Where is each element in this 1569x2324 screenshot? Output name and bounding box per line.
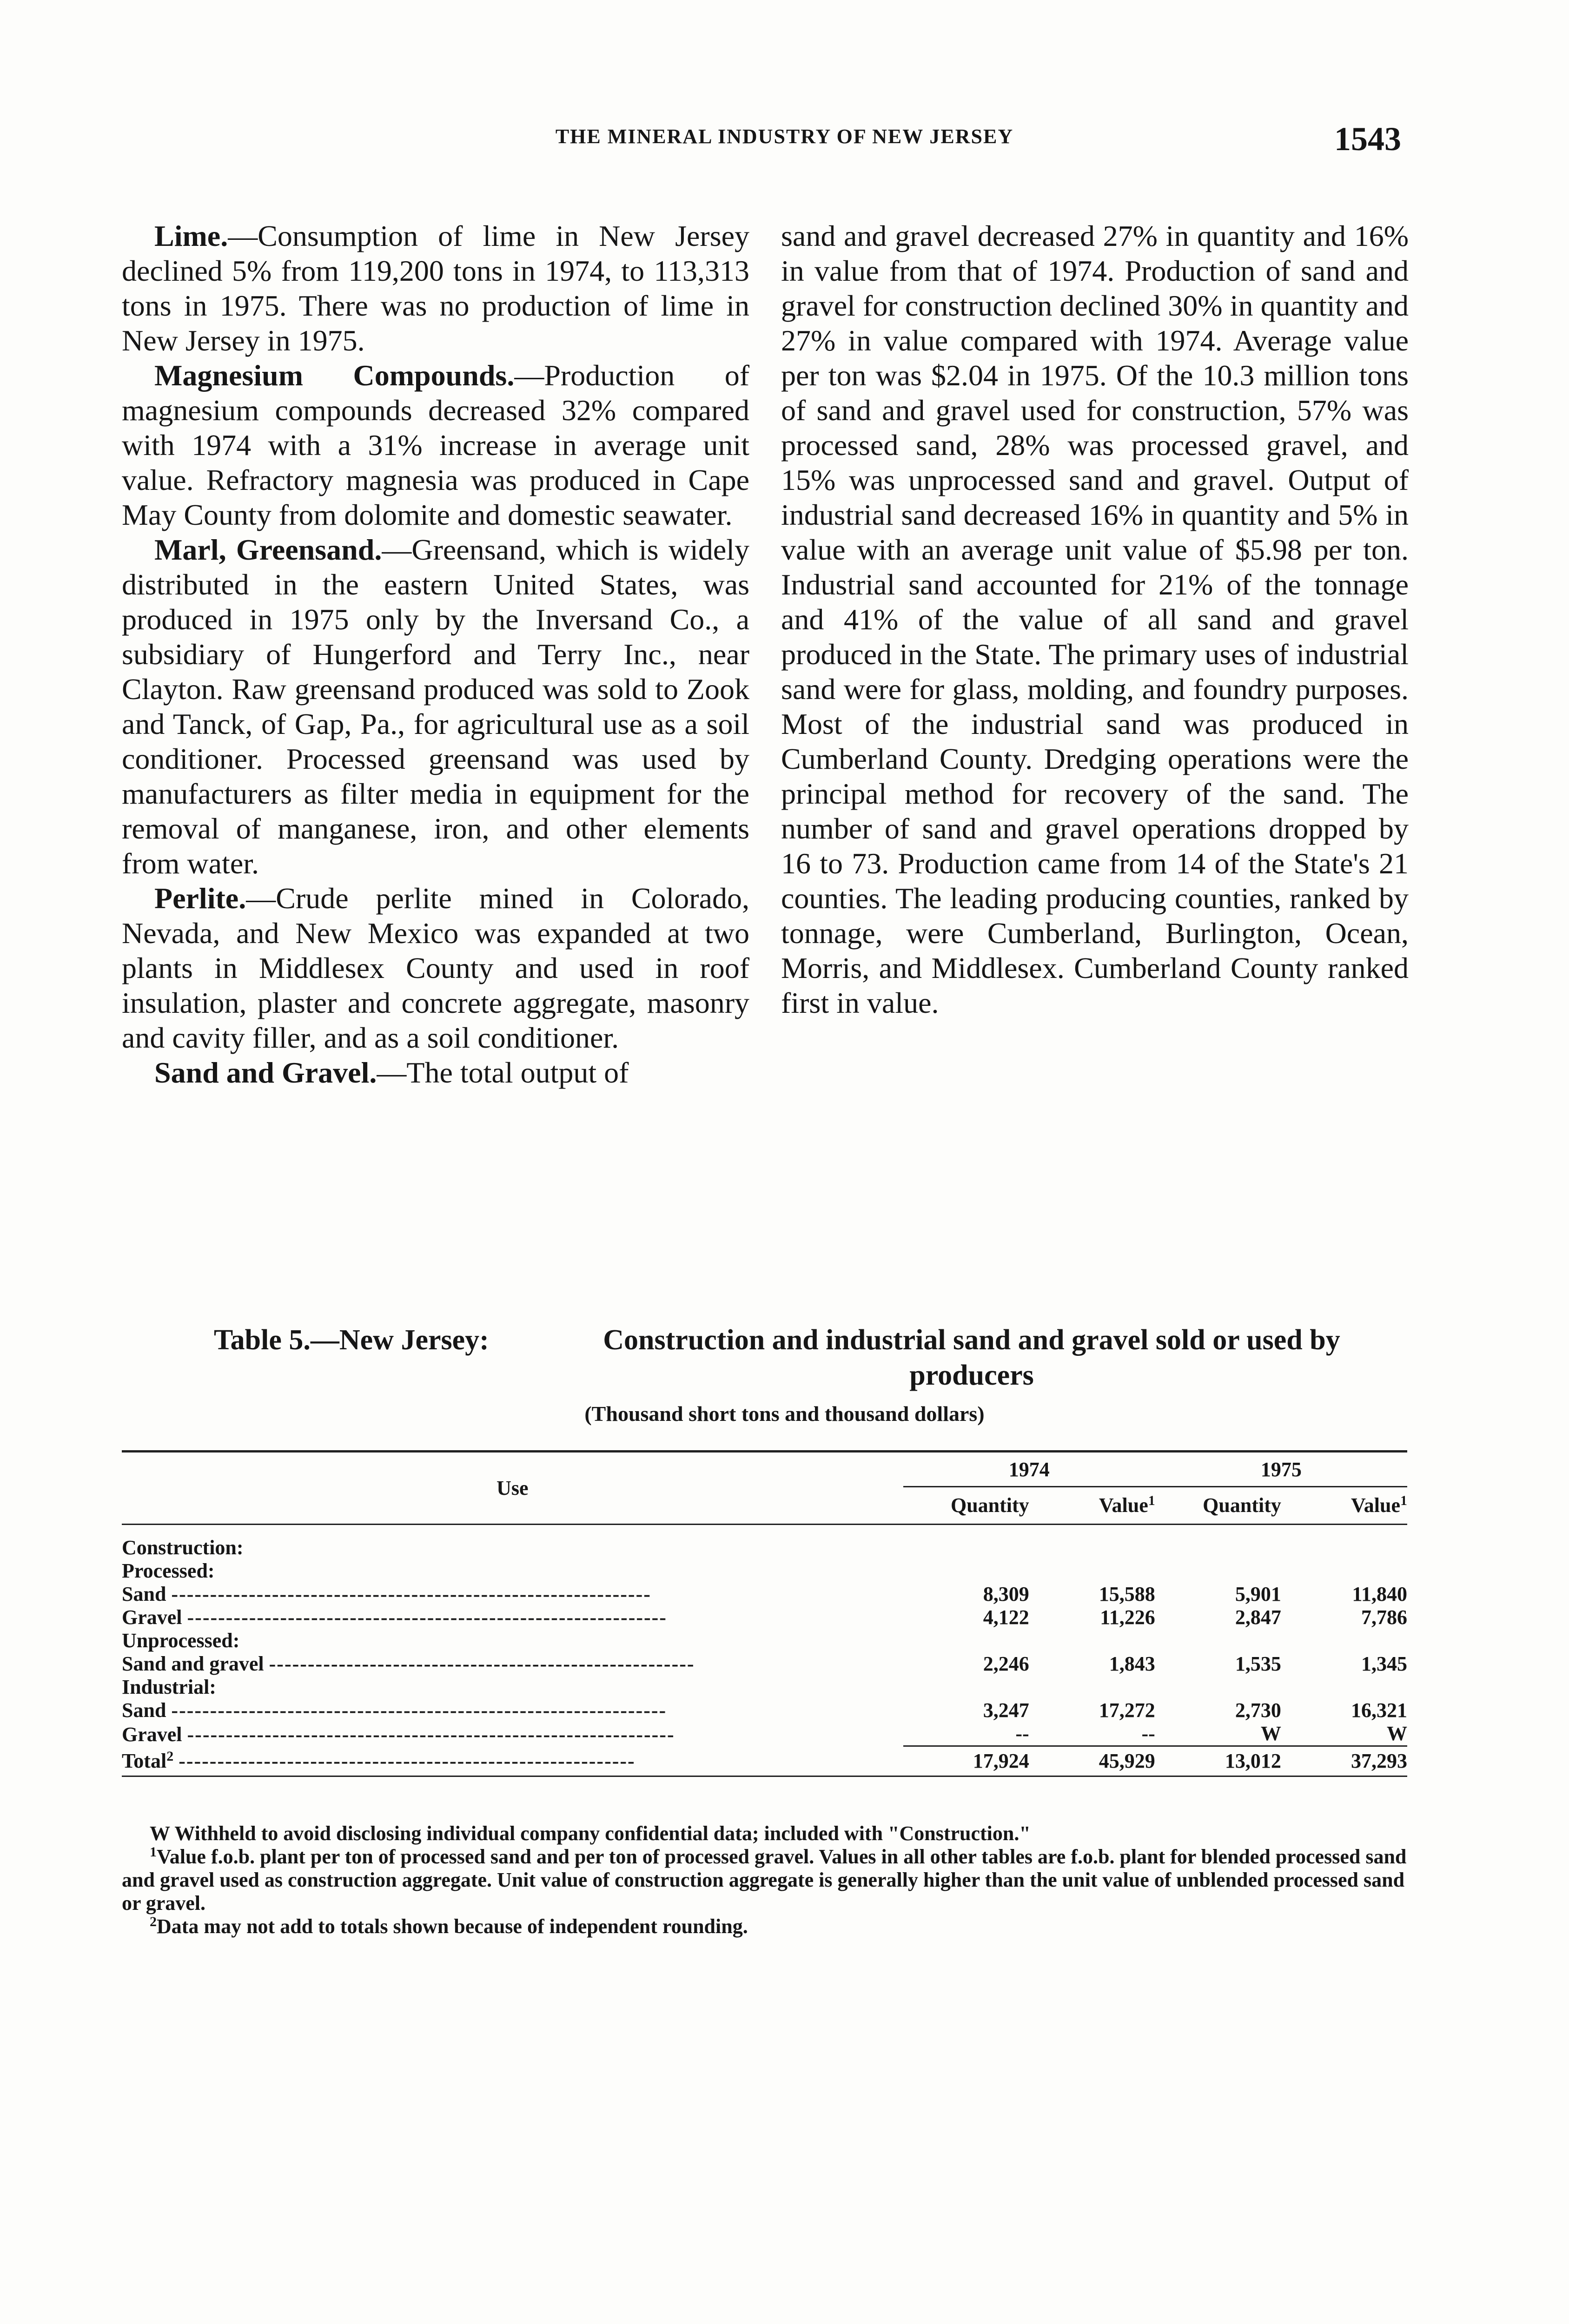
cell-value: 17,924: [903, 1746, 1029, 1775]
header-use: Use: [122, 1452, 903, 1525]
cell-value: 2,246: [983, 1652, 1029, 1675]
text-magnesium: —Production of magnesium compounds decreased 32% compared with 1974 with a 31% increase in average unit value. Refractory magnesia was produced in Cape May County from dolomite and domestic seawater.: [122, 359, 749, 531]
table-row: [122, 1722, 1407, 1746]
running-title: THE MINERAL INDUSTRY OF NEW JERSEY: [555, 125, 1014, 148]
row-text: Sand and gravel: [122, 1652, 264, 1675]
table-row-total: [122, 1746, 1407, 1775]
footnote-1: [122, 1845, 1407, 1915]
cell-value: 1,345: [1361, 1652, 1407, 1675]
header-quantity-1974: Quantity: [903, 1487, 1029, 1525]
row-label-sand-and-gravel: Sand and gravel -------------------------------------------------------: [122, 1652, 695, 1675]
table-row: [122, 1559, 1407, 1583]
header-value-1974: [1029, 1487, 1155, 1525]
table-bottom-rule: [122, 1775, 1407, 1776]
row-label-construction: Construction:: [122, 1536, 244, 1559]
footnote-2: [122, 1915, 1407, 1938]
paragraph-sand-gravel-continued: sand and gravel decreased 27% in quantity and 16% in value from that of 1974. Production of sand and gravel for construction declined 30% in quantity and 27% in value compared with 1974. Average value per ton was $2.04 in 1975. Of the 10.3 million tons of sand and gravel used for construction, 57% was processed sand, 28% was processed gravel, and 15% was unprocessed sand and gravel. Output of industrial sand decreased 16% in quantity and 5% in value with an average unit value of $5.98 per ton. Industrial sand accounted for 21% of the tonnage and 41% of the value of all sand and gravel produced in the State. The primary uses of industrial sand were for glass, molding, and foundry purposes. Most of the industrial sand was produced in Cumberland County. Dredging operations were the principal method for recovery of the sand. The number of sand and gravel operations dropped by 16 to 73. Production came from 14 of the State's 21 counties. The leading producing counties, ranked by tonnage, were Cumberland, Burlington, Ocean, Morris, and Middlesex. Cumberland County ranked first in value.: [781, 219, 1409, 1019]
table-row: [122, 1699, 1407, 1722]
cell-value: W: [1387, 1722, 1407, 1745]
paragraph-marl: [122, 532, 749, 881]
table-row: [122, 1652, 1407, 1676]
heading-marl: Marl, Greensand.: [154, 533, 382, 566]
header-year-1974: 1974: [903, 1452, 1155, 1487]
row-text: Sand: [122, 1699, 166, 1722]
cell-value: 2,847: [1235, 1606, 1281, 1629]
table-header-years: [122, 1452, 1407, 1487]
header-quantity-1975: Quantity: [1155, 1487, 1281, 1525]
cell-value: 7,786: [1361, 1606, 1407, 1629]
row-text: Total: [122, 1750, 167, 1772]
row-label-industrial: Industrial:: [122, 1676, 216, 1698]
footnote-w: W Withheld to avoid disclosing individual company confidential data; included with "Construction.": [150, 1822, 1031, 1845]
row-text: Gravel: [122, 1723, 182, 1746]
table-label: Table 5.—New Jersey:: [214, 1324, 489, 1356]
paragraph-lime: [122, 218, 749, 358]
cell-value: --: [1141, 1722, 1155, 1745]
row-label-gravel: Gravel --------------------------------------------------------------: [122, 1606, 667, 1629]
cell-value: 2,730: [1235, 1699, 1281, 1722]
cell-value: 4,122: [983, 1606, 1029, 1629]
cell-value: 13,012: [1155, 1746, 1281, 1775]
heading-magnesium: Magnesium Compounds.: [154, 359, 515, 392]
heading-sand-gravel: Sand and Gravel.: [154, 1056, 377, 1089]
table-row: [122, 1629, 1407, 1652]
header-year-1975: 1975: [1155, 1452, 1407, 1487]
cell-value: 45,929: [1029, 1746, 1155, 1775]
footnote-1-text: Value f.o.b. plant per ton of processed sand and per ton of processed gravel. Values in all other tables are f.o.b. plant for blended processed sand and gravel used as construction aggregate. Unit value of construction aggregate is generally higher than the unit value of unblended processed sand or gravel.: [122, 1845, 1407, 1915]
text-sand-gravel-start: —The total output of: [377, 1056, 629, 1089]
sand-gravel-table: [122, 1450, 1407, 1777]
heading-lime: Lime.: [154, 219, 228, 252]
cell-value: 1,843: [1109, 1652, 1155, 1675]
footnote-mark: 1: [1148, 1493, 1155, 1508]
cell-value: 1,535: [1235, 1652, 1281, 1675]
cell-value: W: [1260, 1722, 1281, 1745]
cell-value: 11,226: [1100, 1606, 1155, 1629]
cell-value: 37,293: [1281, 1746, 1407, 1775]
footnote-mark: 2: [150, 1914, 157, 1929]
footnote-mark: 1: [150, 1844, 157, 1860]
row-label-industrial-gravel: Gravel ---------------------------------------------------------------: [122, 1723, 675, 1746]
paragraph-perlite: [122, 881, 749, 1055]
left-column: [122, 218, 749, 1090]
right-column: [781, 218, 1409, 1020]
text-marl: —Greensand, which is widely distributed in the eastern United States, was produced in 1975 only by the Inversand Co., a subsidiary of Hungerford and Terry Inc., near Clayton. Raw greensand produced was sold to Zook and Tanck, of Gap, Pa., for agricultural use as a soil conditioner. Processed greensand was used by manufacturers as filter media in equipment for the removal of manganese, iron, and other elements from water.: [122, 533, 749, 880]
page-number: 1543: [1334, 120, 1401, 158]
table-row: [122, 1583, 1407, 1606]
table-row: [122, 1676, 1407, 1699]
text-lime: —Consumption of lime in New Jersey declined 5% from 119,200 tons in 1974, to 113,313 tons in 1975. There was no production of lime in New Jersey in 1975.: [122, 219, 749, 357]
table-footnotes: [122, 1822, 1407, 1938]
row-text: Sand: [122, 1583, 166, 1605]
table-row: [122, 1606, 1407, 1629]
footnote-mark: 2: [166, 1749, 174, 1764]
row-text: Gravel: [122, 1606, 182, 1629]
row-label-sand: Sand --------------------------------------------------------------: [122, 1583, 651, 1605]
cell-value: 5,901: [1235, 1583, 1281, 1605]
cell-value: 11,840: [1352, 1583, 1407, 1605]
footnote-2-text: Data may not add to totals shown because of independent rounding.: [157, 1915, 748, 1938]
cell-value: 16,321: [1351, 1699, 1407, 1722]
text-perlite: —Crude perlite mined in Colorado, Nevada, and New Mexico was expanded at two plants in Middlesex County and used in roof insulation, plaster and concrete aggregate, masonry and cavity filler, and as a soil conditioner.: [122, 882, 749, 1054]
cell-value: --: [1015, 1722, 1029, 1745]
paragraph-magnesium: [122, 358, 749, 532]
footnote-mark: 1: [1400, 1493, 1407, 1508]
row-label-total: Total$^2$ -----------------------------------------------------------: [122, 1749, 636, 1772]
heading-perlite: Perlite.: [154, 882, 246, 915]
header-value-1975-label: Value: [1351, 1494, 1400, 1517]
paragraph-sand-gravel: [122, 1055, 749, 1090]
row-label-unprocessed: Unprocessed:: [122, 1629, 240, 1652]
table-units: (Thousand short tons and thousand dollars): [584, 1402, 985, 1426]
cell-value: 3,247: [983, 1699, 1029, 1722]
table-row: [122, 1525, 1407, 1560]
header-value-1975: [1281, 1487, 1407, 1525]
cell-value: 17,272: [1099, 1699, 1155, 1722]
row-label-industrial-sand: Sand ----------------------------------------------------------------: [122, 1699, 667, 1722]
cell-value: 8,309: [983, 1583, 1029, 1605]
table-title: Construction and industrial sand and gravel sold or used by producers: [603, 1324, 1340, 1391]
header-value-1974-label: Value: [1099, 1494, 1148, 1517]
cell-value: 15,588: [1099, 1583, 1155, 1605]
row-label-processed: Processed:: [122, 1559, 215, 1582]
